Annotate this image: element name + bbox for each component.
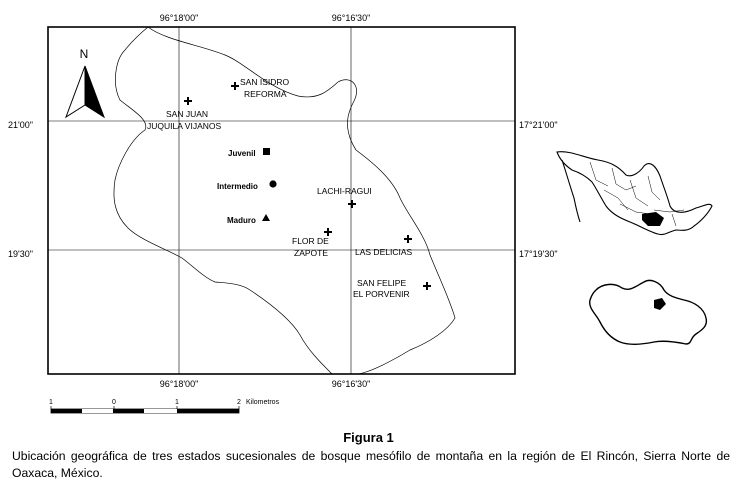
intermedio-circle-marker-icon <box>269 180 276 187</box>
flor-de-zapote-marker-icon <box>324 228 332 236</box>
coord-top-right: 96°16'30" <box>331 13 371 23</box>
label-san-isidro-1: SAN ISIDRO <box>240 77 290 87</box>
stand-label-juvenil: Juvenil <box>228 149 256 158</box>
san-isidro-marker-icon <box>231 82 239 90</box>
label-san-juan-1: SAN JUAN <box>166 109 209 119</box>
oaxaca-inset-map <box>590 280 707 344</box>
coord-left-upper: 21'00" <box>8 120 33 130</box>
juvenil-square-marker-icon <box>263 148 270 155</box>
coord-left-lower: 19'30" <box>8 249 33 259</box>
north-arrow-icon <box>66 66 104 117</box>
label-san-felipe-2: EL PORVENIR <box>353 289 410 299</box>
scale-tick-1b: 1 <box>175 399 179 406</box>
san-juan-marker-icon <box>184 97 192 105</box>
stand-label-maduro: Maduro <box>227 216 256 225</box>
label-flor-de-1: FLOR DE <box>292 236 329 246</box>
mexico-inset-map <box>557 152 712 235</box>
stand-label-intermedio: Intermedio <box>217 182 258 191</box>
figure-title: Figura 1 <box>343 430 394 445</box>
san-felipe-marker-icon <box>423 282 431 290</box>
maduro-triangle-marker-icon <box>262 214 270 221</box>
label-san-felipe-1: SAN FELIPE <box>357 278 407 288</box>
las-delicias-marker-icon <box>404 235 412 243</box>
scale-tick-2: 2 <box>237 399 241 406</box>
coord-top-left: 96°18'00" <box>159 13 199 23</box>
label-las-delicias: LAS DELICIAS <box>355 247 413 257</box>
lachi-ragui-marker-icon <box>348 200 356 208</box>
label-san-juan-2: JUQUILA VIJANOS <box>147 121 222 131</box>
coord-bottom-right: 96°16'30" <box>331 379 371 389</box>
coord-right-lower: 17°19'30" <box>519 249 558 259</box>
north-label: N <box>79 47 89 61</box>
figure-caption: Ubicación geográfica de tres estados sucesionales de bosque mesófilo de montaña en la región de El Rincón, Sierra Norte de Oaxaca, México. <box>12 449 730 480</box>
label-flor-de-2: ZAPOTE <box>294 248 329 258</box>
label-san-isidro-2: REFORMA <box>244 89 287 99</box>
scale-unit: Kilometros <box>246 399 280 406</box>
scale-tick-0: 0 <box>112 399 116 406</box>
coord-right-upper: 17°21'00" <box>519 120 558 130</box>
scale-bar <box>51 406 239 413</box>
coord-bottom-left: 96°18'00" <box>159 379 199 389</box>
label-lachi-ragui: LACHI-RAGUI <box>317 186 372 196</box>
scale-tick-1a: 1 <box>49 399 53 406</box>
